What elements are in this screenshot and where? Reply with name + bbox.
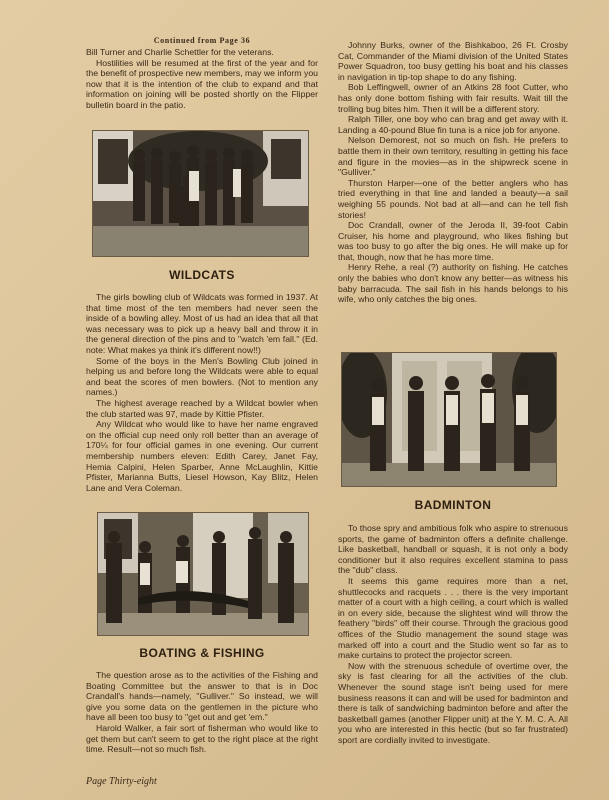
paragraph: Nelson Demorest, not so much on fish. He prefers to battle them in their own territory, resulting in getting his face and figure in the movies—as in the shipwreck scene in "Gulliver." [338,135,568,178]
paragraph: Any Wildcat who would like to have her name engraved on the official cup need only roll better than an average of 170¼ for four official games in one evening. Our current membership numbers eleven: Edith Carey, Janet Fay, Hemia Calpini, Helen Sparber, Anne McLaughlin, Kittie Pfister, Marianna Butts, Liesel Howson, Kay Blitz, Helen Lane and Vera Coleman. [86,419,318,493]
paragraph: Now with the strenuous schedule of overtime over, the sky is fast clearing for all the activities of the club. Whenever the sound stage isn't being used for mere business reasons it can and will be used for badminton and there is talk of sandwiching badminton before and after the basketball games (another Flipper unit) at the Y. M. C. A. All you who are interested in this hectic (but so far frustrated) sport are cordially invited to investigate. [338,660,568,745]
paragraph: To those spry and ambitious folk who aspire to strenuous sports, the game of badminton offers a definite challenge. Like basketball, handball or squash, it is not only a body conditioner but it also requires excellent stamina to pass the "dub" class. [338,523,568,576]
wildcats-heading: WILDCATS [169,268,235,282]
badminton-photo [341,352,557,487]
paragraph: Bill Turner and Charlie Schettler for the veterans. [86,47,274,57]
paragraph: Thurston Harper—one of the better anglers who has tried everything in that line and landed a beauty—a sail weighing 55 pounds. Not bad at all—and can he tell fish stories! [338,177,568,220]
badminton-section [338,498,568,745]
wildcats-photo [92,130,309,257]
paragraph: The highest average reached by a Wildcat bowler when the club started was 97, made by Kittie Pfister. [86,397,318,419]
continued-header: Continued from Page 36 [153,36,251,45]
paragraph: It seems this game requires more than a net, shuttlecocks and racquets . . . there is the very important matter of a court with a high ceiling, a court which is walled in on every side, because the slightest wind will throw the feathery "birds" off their course. Through the gracious good offices of the Studio management the sound stage was marked off into a court and the Studio went so far as to make curtains to protect the projector screen. [338,575,568,661]
badminton-heading: BADMINTON [414,498,492,512]
paragraph: Hostilities will be resumed at the first of the year and for the benefit of prospective new members, may we inform you now that it is the intention of the club to expand and that information on joining will be posted shortly on the Flipper bulletin board in the patio. [86,57,318,110]
wildcats-section [86,268,318,493]
boating-fishing-photo [97,512,309,636]
paragraph: The girls bowling club of Wildcats was formed in 1937. At that time most of the ten members had never seen the inside of a bowling alley. Most of us had an idea that all that was necessary was to pick up a heavy ball and throw it in the general direction of the pins and to "watch 'em fall." (Ed. note: What makes ya think it's different now!!) [86,292,318,355]
boating-heading: BOATING & FISHING [139,646,265,660]
right-column [338,40,568,305]
paragraph: Doc Crandall, owner of the Jeroda II, 39-foot Cabin Cruiser, his home and playground, who likes fishing but was too busy to go after the big ones. He will make up for that, though, now that he has more time. [338,220,568,262]
paragraph: Johnny Burks, owner of the Bishkaboo, 26 Ft. Crosby Cat, Commander of the Miami division of the United States Power Squadron, too busy getting his boat and his classes in navigation in tip-top shape to do any fishing. [338,40,568,82]
paragraph: Bob Leffingwell, owner of an Atkins 28 foot Cutter, who has only done bottom fishing with fair results. Wait till the trolling bug bites him. Then it will be a different story. [338,82,568,114]
boating-section [86,646,318,755]
paragraph: Ralph Tiller, one boy who can brag and get away with it. Landing a 40-pound Blue fin tuna is a nice job for anyone. [338,114,568,135]
paragraph: Henry Rehe, a real (?) authority on fishing. He catches only the babies who don't know any better—as witness his baby barracuda. The sail fish in his hands belongs to his wife, who only catches the big ones. [338,262,568,305]
left-column [86,36,318,111]
paragraph: Some of the boys in the Men's Bowling Club joined in helping us and before long the Wildcats were able to equal and beat the scores of men bowlers. (Not to mention any names.) [86,355,318,398]
paragraph: The question arose as to the activities of the Fishing and Boating Committee but the answer to that is in Doc Crandall's hands—namely, "Gulliver." So instead, we will give you some data on the gentlemen in the picture who have all been too busy to "get out and get 'em." [86,670,318,723]
paragraph: Harold Walker, a fair sort of fisherman who would like to get them but can't seem to get to the right place at the right time. Result—not so much fish. [86,722,318,755]
page-number: Page Thirty-eight [86,776,157,787]
